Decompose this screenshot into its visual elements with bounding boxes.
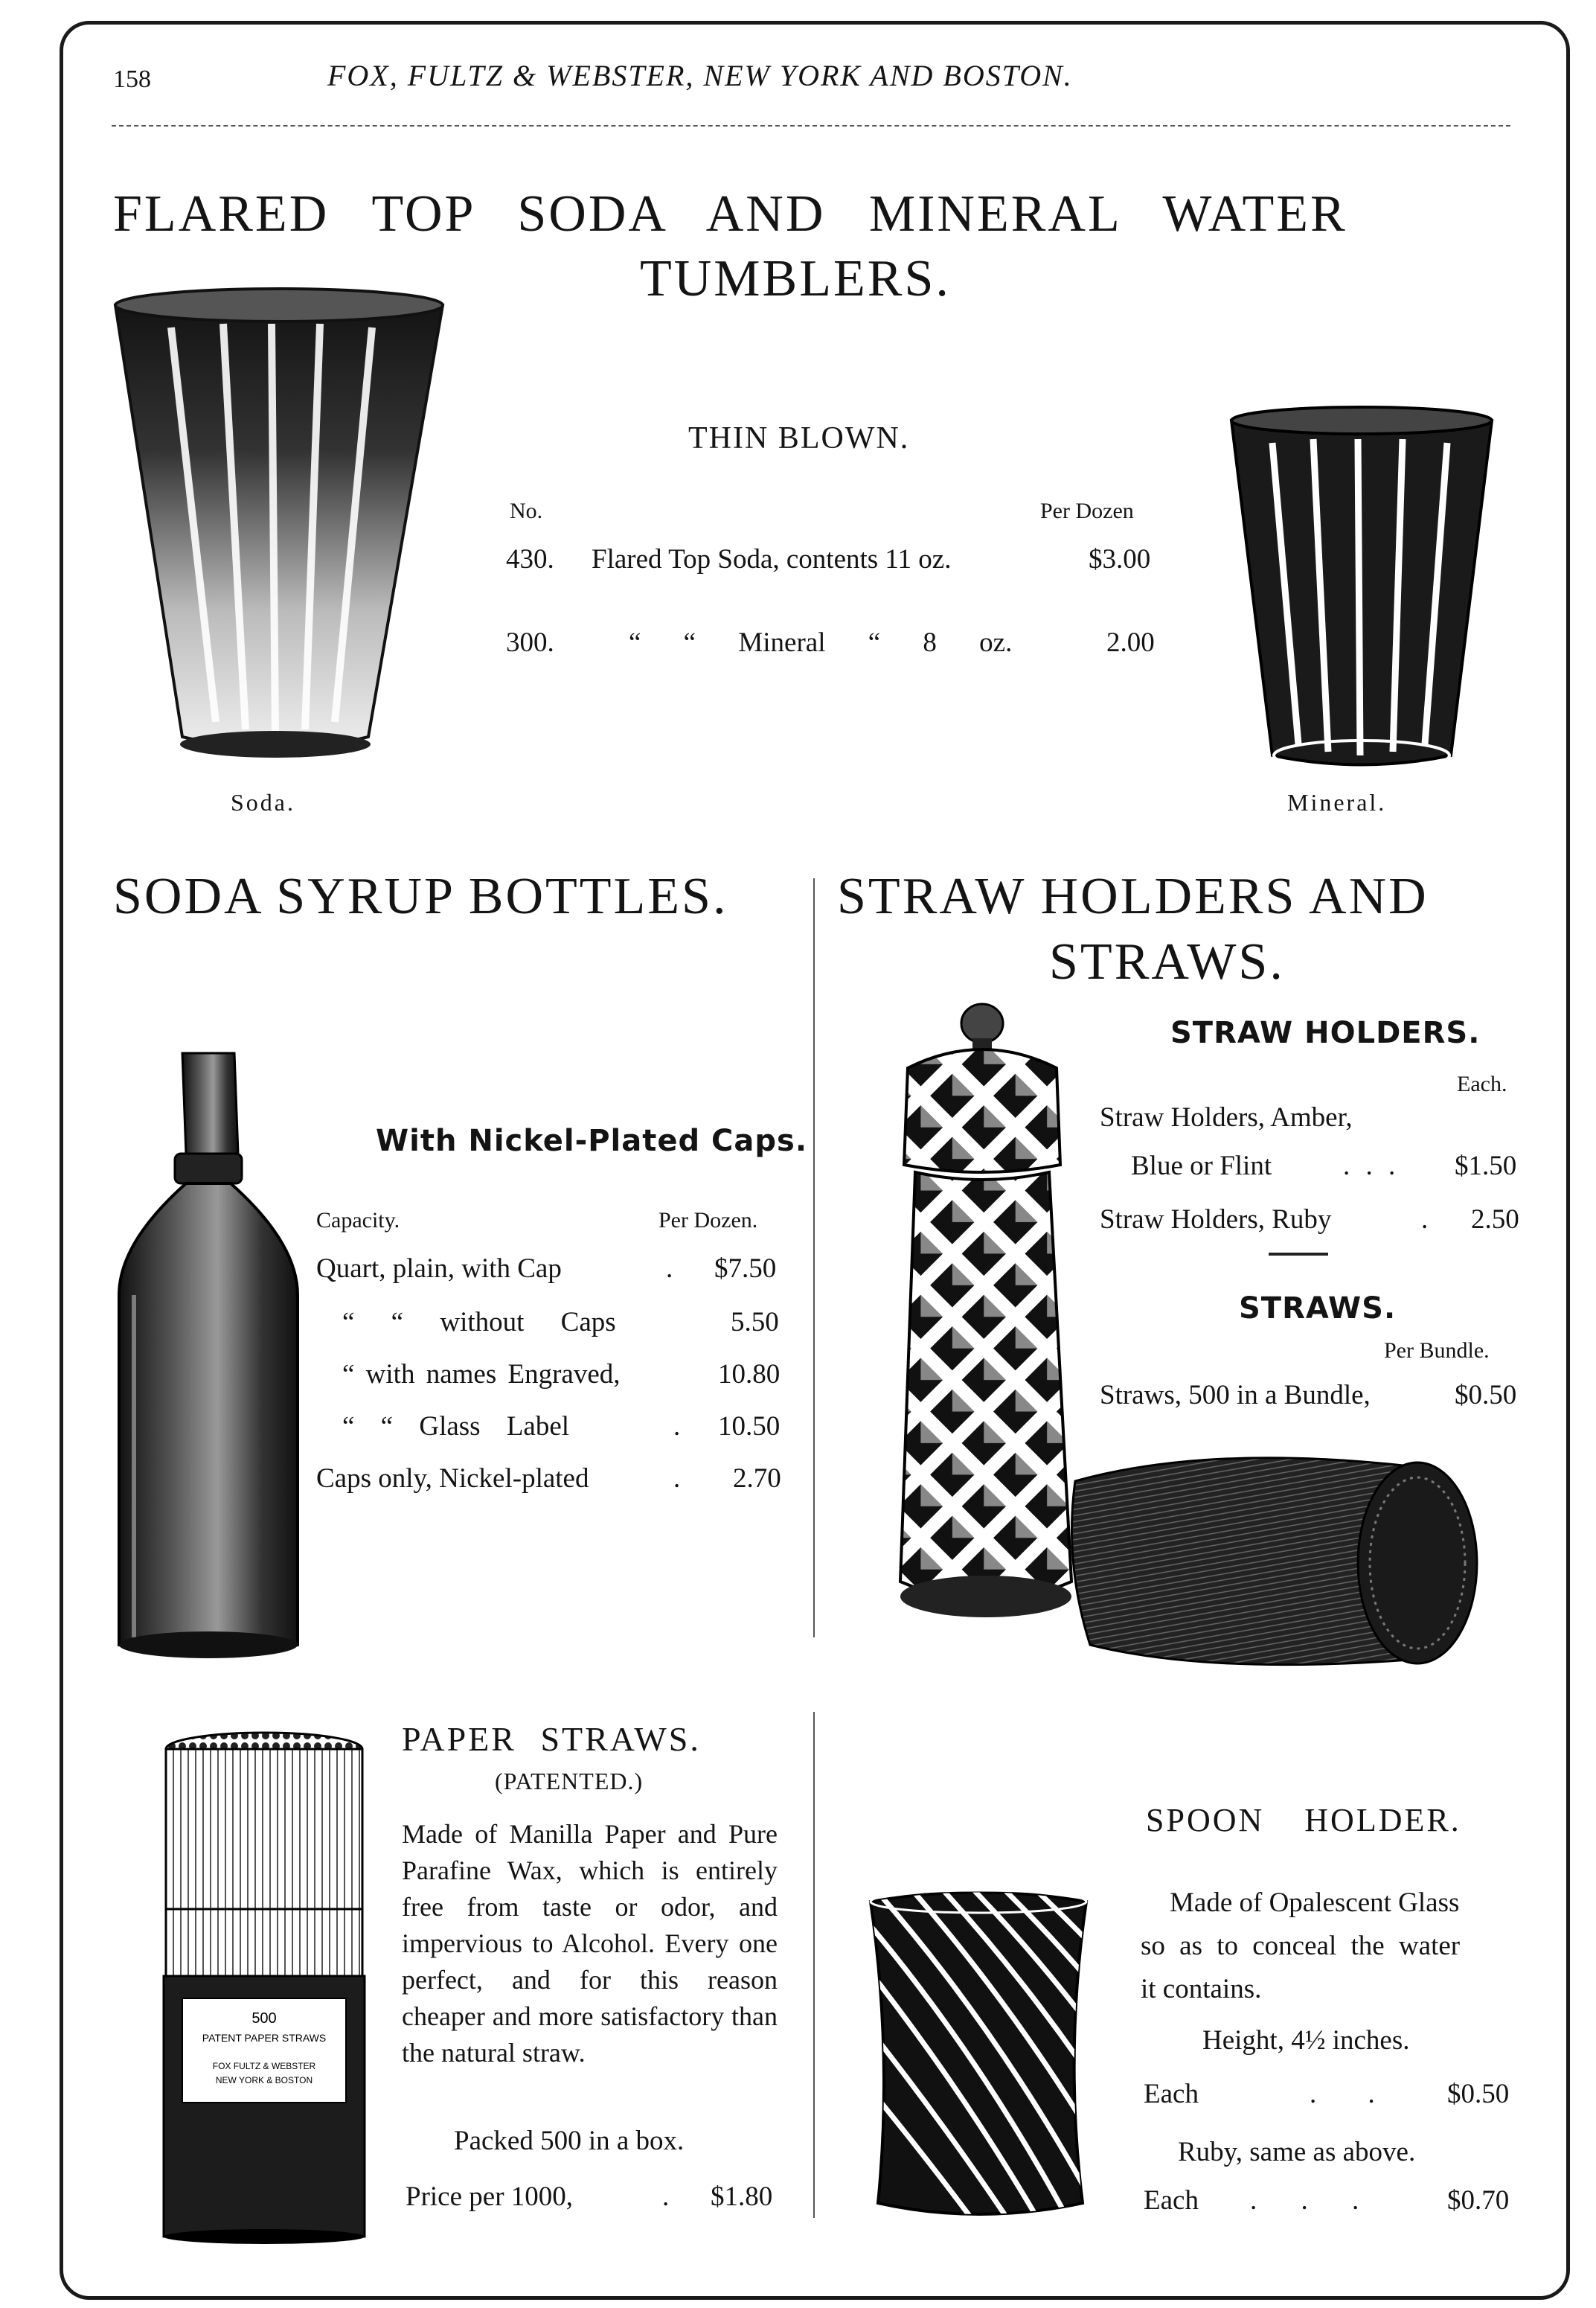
syrup-row-desc: Caps only, Nickel-plated [316, 1463, 589, 1494]
straw-holders-row2-price: 2.50 [1471, 1204, 1519, 1235]
box-label-count: 500 [251, 2010, 277, 2027]
syrup-row-desc: “ “ Glass Label [342, 1411, 570, 1442]
straws-col-bundle: Per Bundle. [1384, 1338, 1490, 1363]
tumbler-row-desc: Flared Top Soda, contents 11 oz. [592, 544, 952, 575]
header-rule [112, 125, 1510, 127]
running-title: FOX, FULTZ & WEBSTER, NEW YORK AND BOSTON. [327, 59, 1073, 92]
spoon-holder-each-price: $0.50 [1447, 2079, 1510, 2109]
straws-row-desc: Straws, 500 in a Bundle, [1100, 1380, 1371, 1410]
tumbler-row-no: 300. [506, 627, 554, 658]
syrup-row-dots: . [673, 1411, 681, 1442]
soda-tumbler-illustration [112, 283, 446, 774]
tumbler-row-price: $3.00 [1089, 544, 1151, 575]
spoon-holder-title: SPOON HOLDER. [1146, 1802, 1461, 1838]
tumblers-col-price: Per Dozen [1040, 499, 1134, 523]
syrup-row-desc: “ with names Engraved, [342, 1359, 621, 1390]
paper-straws-patented: (PATENTED.) [495, 1768, 644, 1794]
spoon-holder-desc-line2: so as to conceal the water [1141, 1931, 1461, 1961]
syrup-row-desc: “ “ without Caps [342, 1307, 616, 1337]
paper-straws-price: $1.80 [711, 2181, 773, 2212]
spoon-holder-height: Height, 4½ inches. [1202, 2025, 1410, 2056]
tumbler-row-no: 430. [506, 544, 554, 575]
straw-holders-row1-dots: . . . [1343, 1151, 1400, 1181]
straw-holders-row1-price: $1.50 [1455, 1151, 1517, 1181]
straw-bundle-illustration [1060, 1436, 1484, 1675]
section-rule [1269, 1253, 1328, 1256]
tumbler-row-desc: “ “ Mineral “ 8 oz. [629, 627, 1013, 658]
paper-straws-description: Made of Manilla Paper and Pure Parafine Wax, which is entirely free from taste or odor, and impervious to Alcohol. Every one perfect, and for this reason cheaper and more satisfactory than the natural straw. [402, 1819, 778, 2068]
syrup-col-price: Per Dozen. [658, 1208, 758, 1233]
syrup-row-dots: . [673, 1463, 681, 1494]
tumblers-title-line1: FLARED TOP SODA AND MINERAL WATER [113, 185, 1347, 243]
straw-holders-row1-line2: Blue or Flint [1131, 1151, 1272, 1181]
syrup-row-price: 5.50 [731, 1307, 779, 1337]
spoon-holder-illustration [863, 1883, 1094, 2225]
spoon-holder-ruby: Ruby, same as above. [1178, 2137, 1416, 2167]
straw-holders-col-each: Each. [1457, 1072, 1507, 1096]
paper-straw-box-illustration [156, 1730, 372, 2244]
spoon-holder-each2-label: Each [1144, 2185, 1199, 2216]
spoon-holder-desc-line1: Made of Opalescent Glass [1170, 1887, 1460, 1918]
paper-straws-price-label: Price per 1000, [406, 2181, 574, 2212]
straw-holders-title-line2: STRAWS. [1049, 933, 1285, 991]
paper-straws-packed: Packed 500 in a box. [454, 2126, 685, 2156]
straw-holders-row2-desc: Straw Holders, Ruby [1100, 1204, 1332, 1235]
spoon-holder-each2-dots: . . . [1250, 2185, 1359, 2216]
syrup-row-dots: . [666, 1253, 673, 1284]
column-divider [813, 878, 815, 1637]
page-number: 158 [113, 65, 151, 93]
box-label-company: FOX FULTZ & WEBSTER [212, 2061, 316, 2071]
syrup-row-desc: Quart, plain, with Cap [316, 1253, 562, 1284]
paper-straws-title: PAPER STRAWS. [402, 1720, 701, 1758]
straws-row-price: $0.50 [1455, 1380, 1517, 1410]
column-divider [813, 1712, 815, 2218]
straws-subtitle: STRAWS. [1239, 1291, 1397, 1326]
straw-holders-title-line1: STRAW HOLDERS AND [837, 868, 1429, 925]
mineral-caption: Mineral. [1287, 789, 1387, 816]
thin-blown-subtitle: THIN BLOWN. [688, 421, 910, 455]
syrup-bottle-illustration [112, 1049, 305, 1667]
straw-holders-row1-line1: Straw Holders, Amber, [1100, 1102, 1353, 1133]
soda-caption: Soda. [231, 789, 295, 816]
spoon-holder-each-dots: . . [1310, 2079, 1375, 2109]
spoon-holder-desc-line3: it contains. [1141, 1974, 1262, 2004]
mineral-tumbler-illustration [1228, 406, 1496, 785]
syrup-subtitle: With Nickel-Plated Caps. [376, 1124, 808, 1158]
box-label-city: NEW YORK & BOSTON [215, 2075, 313, 2085]
syrup-row-price: $7.50 [714, 1253, 777, 1284]
syrup-row-price: 2.70 [733, 1463, 781, 1494]
spoon-holder-each2-price: $0.70 [1447, 2185, 1510, 2216]
tumblers-col-no: No. [510, 499, 543, 523]
tumbler-row-price: 2.00 [1106, 627, 1155, 658]
straw-holders-subtitle: STRAW HOLDERS. [1170, 1016, 1481, 1050]
spoon-holder-each-label: Each [1144, 2079, 1199, 2109]
straw-holders-row2-dots: . [1421, 1204, 1429, 1235]
tumblers-title-line2: TUMBLERS. [640, 250, 951, 307]
syrup-title: SODA SYRUP BOTTLES. [113, 868, 728, 925]
paper-straws-price-dots: . [662, 2181, 670, 2212]
syrup-col-capacity: Capacity. [316, 1208, 400, 1233]
box-label-product: PATENT PAPER STRAWS [202, 2032, 327, 2044]
syrup-row-price: 10.80 [718, 1359, 781, 1390]
syrup-row-price: 10.50 [718, 1411, 781, 1442]
